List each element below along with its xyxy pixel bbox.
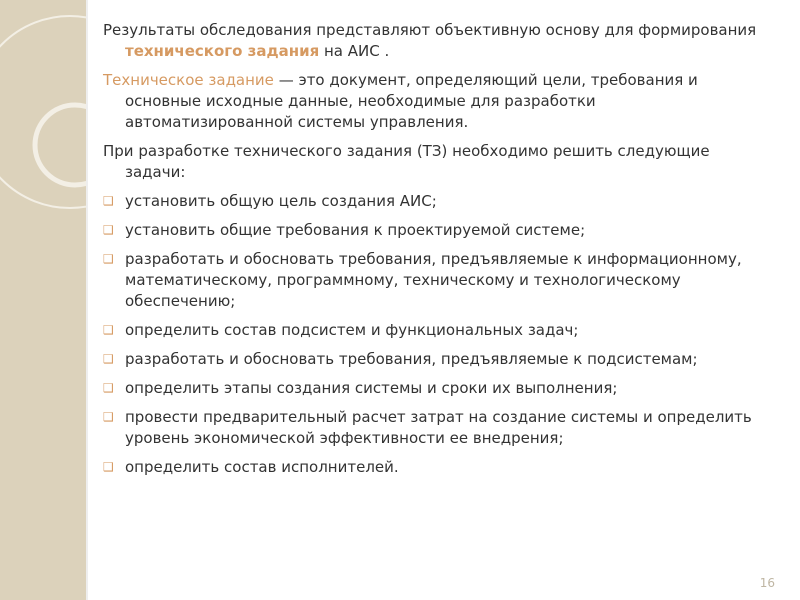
- square-bullet-icon: ❑: [103, 194, 114, 208]
- list-item-text: определить состав подсистем и функциональных задач;: [125, 321, 579, 339]
- definition-term: Техническое задание: [103, 71, 274, 89]
- square-bullet-icon: ❑: [103, 323, 114, 337]
- side-panel-edge: [86, 0, 88, 600]
- square-bullet-icon: ❑: [103, 410, 114, 424]
- list-item: [103, 320, 763, 341]
- tasks-intro-paragraph: При разработке технического задания (ТЗ) необходимо решить следующие задачи:: [103, 142, 710, 181]
- list-item-text: определить этапы создания системы и сроки их выполнения;: [125, 379, 618, 397]
- tasks-list: [103, 191, 763, 478]
- list-item: [103, 349, 763, 370]
- list-item: [103, 220, 763, 241]
- list-item-text: установить общие требования к проектируемой системе;: [125, 221, 586, 239]
- square-bullet-icon: ❑: [103, 352, 114, 366]
- list-item-text: установить общую цель создания АИС;: [125, 192, 437, 210]
- intro-highlight: технического задания: [125, 42, 320, 60]
- list-item: [103, 407, 763, 449]
- definition-text: — это документ, определяющий цели, требования и основные исходные данные, необходимые для разработки автоматизированной системы управления.: [125, 71, 698, 131]
- decor-circle-large: [0, 16, 86, 208]
- square-bullet-icon: ❑: [103, 252, 114, 266]
- decor-circle-small: [35, 105, 86, 185]
- decorative-circles: [0, 0, 86, 600]
- intro-text-after: на АИС .: [319, 42, 390, 60]
- list-item-text: разработать и обосновать требования, предъявляемые к подсистемам;: [125, 350, 698, 368]
- square-bullet-icon: ❑: [103, 381, 114, 395]
- list-item: [103, 457, 763, 478]
- list-item: [103, 249, 763, 312]
- list-item: [103, 191, 763, 212]
- definition-paragraph: [103, 70, 763, 133]
- list-item-text: разработать и обосновать требования, предъявляемые к информационному, математическому, программному, техническому и технологическому обеспечению;: [125, 250, 742, 310]
- list-item-text: провести предварительный расчет затрат на создание системы и определить уровень экономической эффективности ее внедрения;: [125, 408, 752, 447]
- intro-text-before: Результаты обследования представляют объективную основу для формирования: [103, 21, 757, 39]
- slide-content: [103, 20, 763, 486]
- page-number: 16: [759, 576, 775, 590]
- intro-paragraph: [103, 20, 763, 62]
- decorative-side-panel: [0, 0, 86, 600]
- list-item: [103, 378, 763, 399]
- square-bullet-icon: ❑: [103, 460, 114, 474]
- list-item-text: определить состав исполнителей.: [125, 458, 399, 476]
- square-bullet-icon: ❑: [103, 223, 114, 237]
